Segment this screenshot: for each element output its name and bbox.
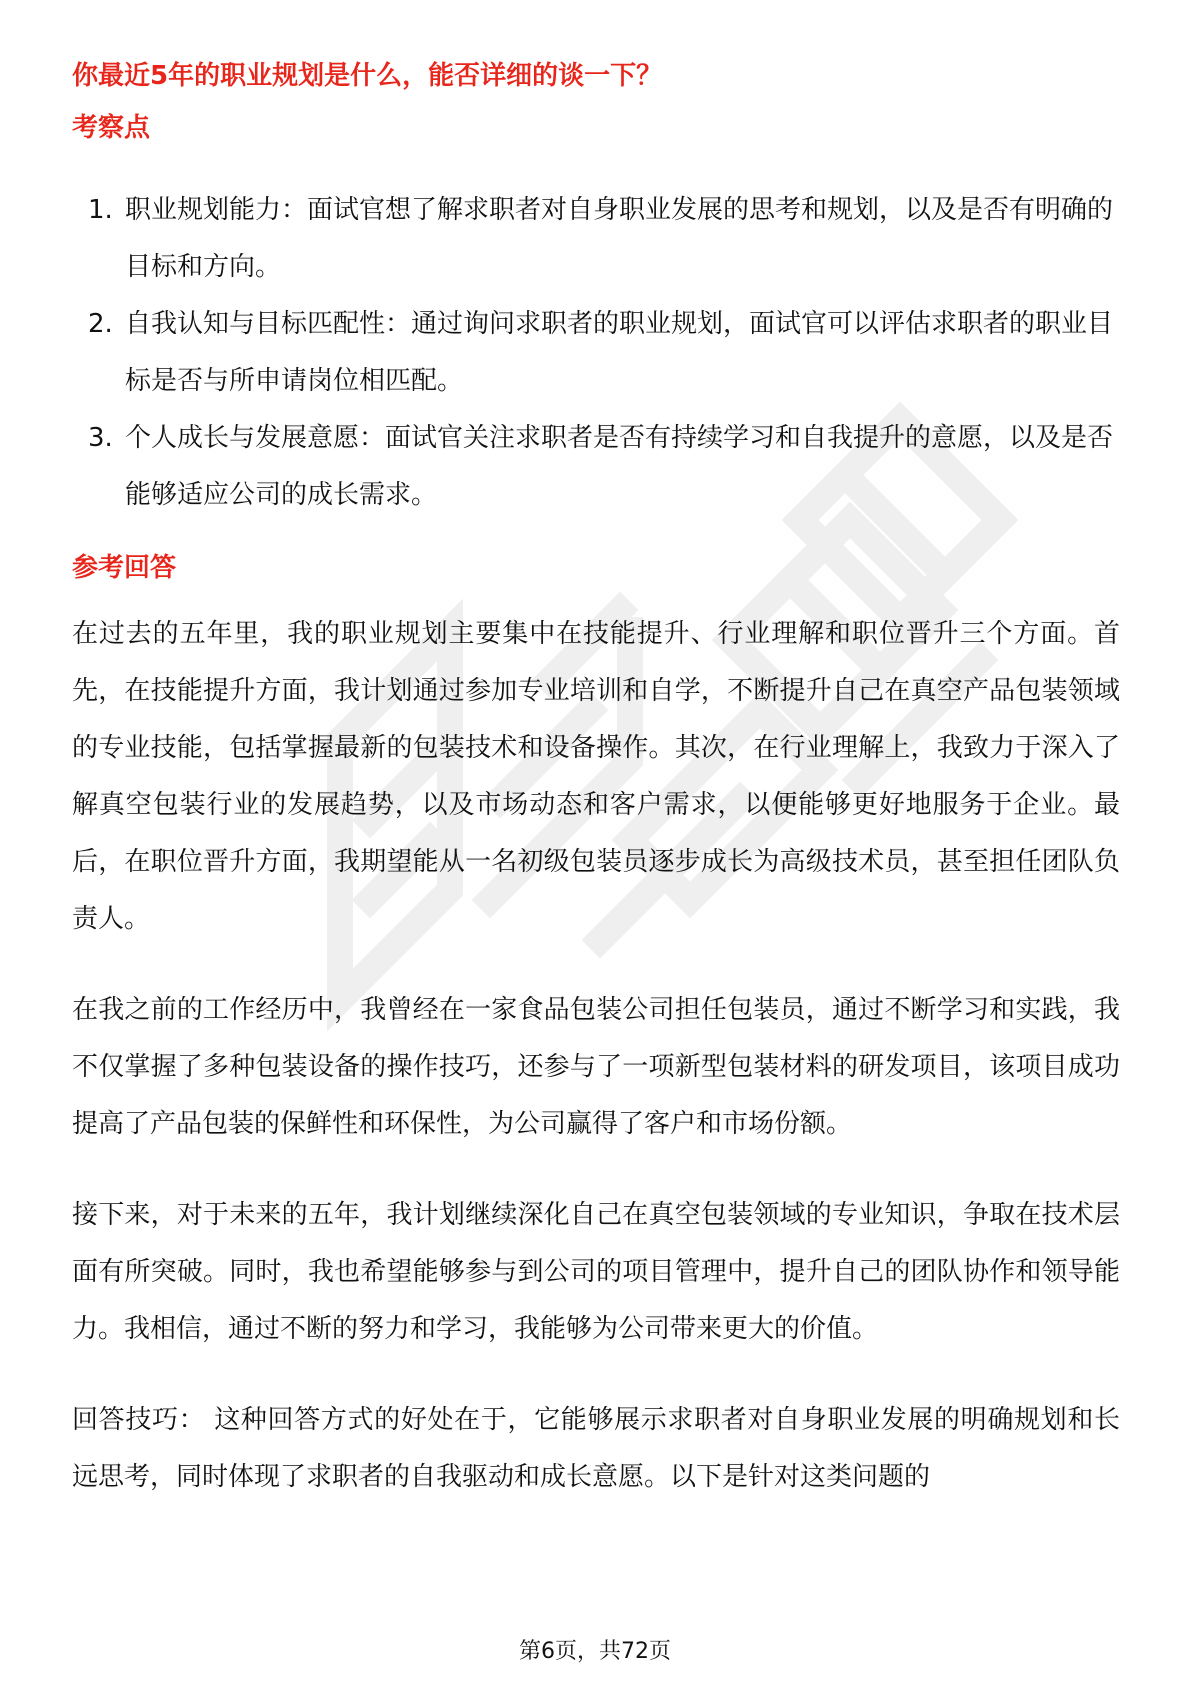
page-number-footer: 第6页，共72页	[519, 1639, 671, 1664]
focus-point-text: 自我认知与目标匹配性：通过询问求职者的职业规划，面试官可以评估求职者的职业目标是否与所申请岗位相匹配。	[125, 309, 1114, 396]
answer-paragraph: 在我之前的工作经历中，我曾经在一家食品包装公司担任包装员，通过不断学习和实践，我不仅掌握了多种包装设备的操作技巧，还参与了一项新型包装材料的研发项目，该项目成功提高了产品包装的保鲜性和环保性，为公司赢得了客户和市场份额。	[72, 995, 1120, 1139]
answer-paragraph: 接下来，对于未来的五年，我计划继续深化自己在真空包装领域的专业知识，争取在技术层面有所突破。同时，我也希望能够参与到公司的项目管理中，提升自己的团队协作和领导能力。我相信，通过不断的努力和学习，我能够为公司带来更大的价值。	[72, 1200, 1120, 1344]
focus-point	[72, 296, 1120, 410]
focus-points-list	[72, 182, 1120, 524]
answer-heading: 参考回答	[72, 553, 177, 583]
focus-point	[72, 410, 1120, 524]
answer-paragraph: 在过去的五年里，我的职业规划主要集中在技能提升、行业理解和职位晋升三个方面。首先，在技能提升方面，我计划通过参加专业培训和自学，不断提升自己在真空产品包装领域的专业技能，包括掌握最新的包装技术和设备操作。其次，在行业理解上，我致力于深入了解真空包装行业的发展趋势，以及市场动态和客户需求，以便能够更好地服务于企业。最后，在职位晋升方面，我期望能从一名初级包装员逐步成长为高级技术员，甚至担任团队负责人。	[72, 619, 1120, 934]
focus-point	[72, 182, 1120, 296]
focus-point-number: 1.	[88, 195, 113, 225]
focus-heading: 考察点	[72, 113, 151, 143]
document-content	[72, 58, 1120, 1506]
question-title: 你最近5年的职业规划是什么，能否详细的谈一下？	[72, 61, 663, 91]
focus-point-text: 个人成长与发展意愿：面试官关注求职者是否有持续学习和自我提升的意愿，以及是否能够适应公司的成长需求。	[125, 423, 1114, 510]
focus-point-number: 3.	[88, 423, 113, 453]
focus-point-number: 2.	[88, 309, 113, 339]
focus-point-text: 职业规划能力：面试官想了解求职者对自身职业发展的思考和规划，以及是否有明确的目标和方向。	[125, 195, 1114, 282]
answer-tips-paragraph: 回答技巧： 这种回答方式的好处在于，它能够展示求职者对自身职业发展的明确规划和长远思考，同时体现了求职者的自我驱动和成长意愿。以下是针对这类问题的	[72, 1405, 1120, 1492]
